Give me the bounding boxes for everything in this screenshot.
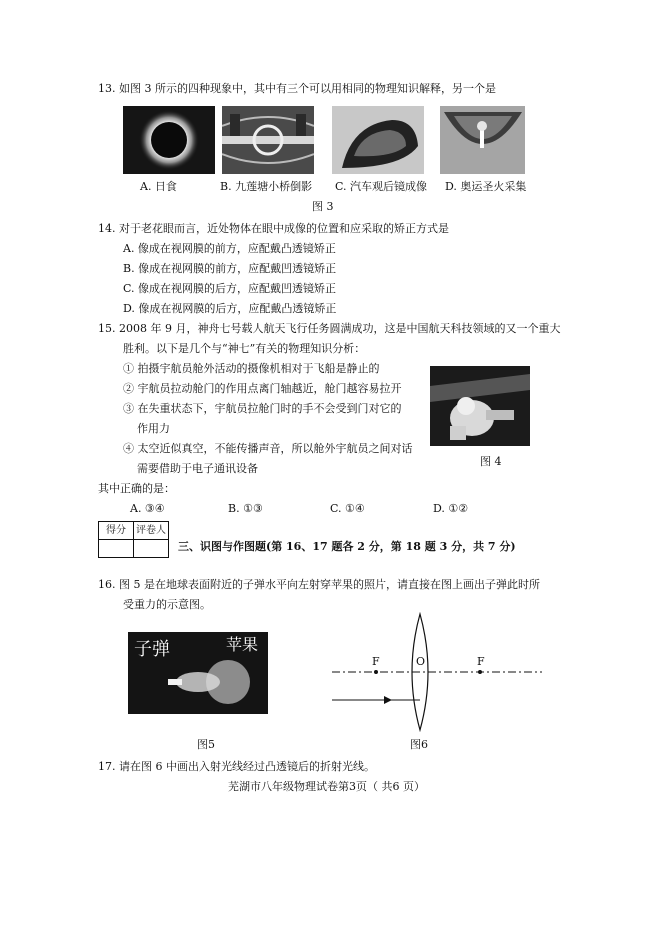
q14-stem: 14. 对于老花眼而言，近处物体在眼中成像的位置和应采取的矫正方式是	[98, 222, 449, 235]
q13-stem: 13. 如图 3 所示的四种现象中，其中有三个可以用相同的物理知识解释，另一个是	[98, 82, 496, 95]
q15-option-b: B. ①③	[228, 502, 263, 515]
q13-option-a: A. 日食	[140, 180, 177, 193]
q14-option-b: B. 像成在视网膜的前方，应配戴凹透镜矫正	[123, 262, 337, 275]
photo-bullet-apple	[128, 632, 268, 714]
q14-option-a: A. 像成在视网膜的前方，应配戴凸透镜矫正	[123, 242, 336, 255]
photo-astronaut	[430, 366, 530, 446]
convex-lens-diagram	[332, 612, 542, 732]
page-footer: 芜湖市八年级物理试卷第3页（ 共6 页）	[228, 780, 425, 793]
q15-answer-prompt: 其中正确的是：	[98, 482, 175, 495]
q15-item-3-cont: 作用力	[137, 422, 170, 435]
q14-option-d: D. 像成在视网膜的后方，应配戴凸透镜矫正	[123, 302, 337, 315]
q15-item-4: ④ 太空近似真空，不能传播声音，所以舱外宇航员之间对话	[123, 442, 413, 455]
q16-line2: 受重力的示意图。	[123, 598, 211, 611]
score-header: 得分	[99, 522, 134, 540]
section-3-title: 三、识图与作图题(第 16、17 题各 2 分，第 18 题 3 分，共 7 分)	[178, 540, 516, 553]
photo-solar-eclipse	[123, 106, 215, 174]
q13-option-c: C. 汽车观后镜成像	[335, 180, 428, 193]
focus-right-point	[478, 670, 482, 674]
photo-label-bullet: 子弹	[134, 639, 170, 660]
incident-ray-arrow	[384, 696, 392, 704]
optical-center-label: O	[416, 655, 426, 668]
grader-header: 评卷人	[134, 522, 169, 540]
q15-stem-line1: 15. 2008 年 9 月，神舟七号载人航天飞行任务圆满成功，这是中国航天科技领域的又一个重大	[98, 322, 561, 335]
figure-4-label: 图 4	[480, 455, 502, 468]
q14-option-c: C. 像成在视网膜的后方，应配戴凹透镜矫正	[123, 282, 337, 295]
photo-car-mirror	[332, 106, 424, 174]
q16-line1: 16. 图 5 是在地球表面附近的子弹水平向左射穿苹果的照片，请直接在图上画出子弹此时所	[98, 578, 540, 591]
score-cell[interactable]	[99, 540, 134, 558]
focus-left-label: F	[372, 655, 380, 668]
q13-option-b: B. 九莲塘小桥倒影	[220, 180, 313, 193]
q15-option-c: C. ①④	[330, 502, 365, 515]
q15-stem-line2: 胜利。以下是几个与“神七”有关的物理知识分析：	[123, 342, 366, 355]
photo-label-apple: 苹果	[226, 635, 259, 654]
focus-right-label: F	[477, 655, 485, 668]
focus-left-point	[374, 670, 378, 674]
q17-stem: 17. 请在图 6 中画出入射光线经过凸透镜后的折射光线。	[98, 760, 375, 773]
photo-olympic-flame	[440, 106, 525, 174]
figure-5-label: 图5	[197, 738, 215, 751]
q15-item-3: ③ 在失重状态下，宇航员拉舱门时的手不会受到门对它的	[123, 402, 402, 415]
figure-3-label: 图 3	[312, 200, 334, 213]
q15-item-1: ① 拍摄宇航员舱外活动的摄像机相对于飞船是静止的	[123, 362, 380, 375]
q15-item-4-cont: 需要借助于电子通讯设备	[137, 462, 258, 475]
grader-cell[interactable]	[134, 540, 169, 558]
score-table	[98, 521, 169, 558]
photo-bridge-reflection	[222, 106, 314, 174]
q15-item-2: ② 宇航员拉动舱门的作用点离门轴越近，舱门越容易拉开	[123, 382, 402, 395]
figure-6-label: 图6	[410, 738, 428, 751]
q13-option-d: D. 奥运圣火采集	[445, 180, 527, 193]
q15-option-a: A. ③④	[130, 502, 165, 515]
q15-option-d: D. ①②	[433, 502, 469, 515]
